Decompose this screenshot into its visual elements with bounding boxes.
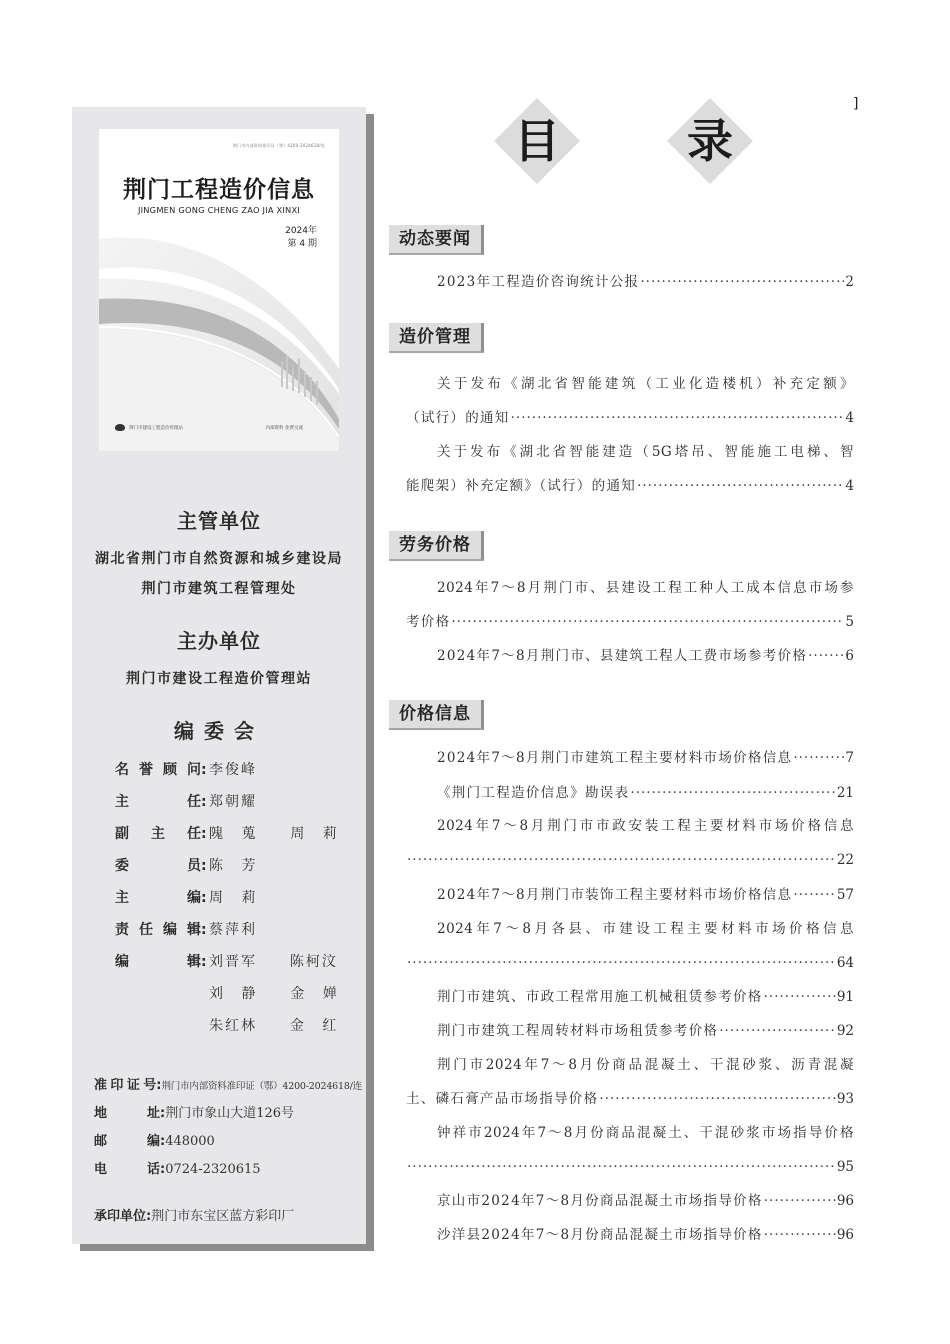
- leader-dots: [764, 987, 836, 1007]
- leader-dots: [630, 783, 835, 803]
- title-glyph: 目: [514, 114, 560, 168]
- committee-row: [115, 791, 355, 823]
- leader-dots: [640, 272, 844, 292]
- role-char: 编: [115, 954, 129, 970]
- info-row: [94, 1102, 362, 1130]
- toc-entry[interactable]: [406, 646, 854, 666]
- committee-role: [115, 951, 201, 971]
- toc-entry-line[interactable]: 2024年7～8月各县、市建设工程主要材料市场价格信息: [437, 921, 854, 937]
- toc-entry-title: 能爬架）补充定额》（试行）的通知: [406, 478, 637, 494]
- committee-names: 刘 静 金 婵: [209, 986, 339, 1002]
- info-row: [94, 1130, 362, 1158]
- committee-row: [115, 951, 355, 983]
- section-header: 动态要闻: [389, 225, 484, 255]
- toc-entry[interactable]: [406, 612, 854, 632]
- committee-role: [115, 791, 201, 811]
- toc-title-char: [679, 110, 741, 172]
- printer-label: 承印单位: [94, 1209, 147, 1224]
- committee-names: 陈 芳: [209, 858, 258, 874]
- committee-row: [115, 1015, 355, 1047]
- toc-entry-title: 沙洋县2024年7～8月份商品混凝土市场指导价格: [437, 1227, 763, 1243]
- colon: :: [160, 1134, 166, 1149]
- role-char: 辑: [187, 954, 201, 970]
- info-value: 荆门市内部资料准印证（鄂）4200-2024618/连: [161, 1081, 362, 1092]
- sponsor-heading: 主办单位: [177, 629, 261, 653]
- toc-entry-title: 《荆门工程造价信息》勘误表: [437, 785, 630, 801]
- toc-entry-title: 2023年工程造价咨询统计公报: [437, 274, 640, 290]
- committee-row: [115, 919, 355, 951]
- role-char: 主: [151, 826, 165, 842]
- toc-entry[interactable]: [406, 885, 854, 905]
- label-char: 地: [94, 1106, 108, 1121]
- role-char: 任: [187, 794, 201, 810]
- leader-dots: [407, 850, 836, 870]
- printer-info: [94, 1205, 294, 1224]
- supervisor-line: 荆门市建筑工程管理处: [141, 581, 297, 597]
- printer-value: 荆门市东宝区蓝方彩印厂: [151, 1209, 295, 1224]
- leader-dots: [719, 1021, 836, 1041]
- role-char: 副: [115, 826, 129, 842]
- leader-dots: [793, 885, 835, 905]
- page-number: 57: [836, 887, 854, 903]
- toc-entry[interactable]: [406, 1157, 854, 1177]
- page-number: 6: [845, 648, 854, 664]
- toc-entry-line[interactable]: 2024年7～8月荆门市市政安装工程主要材料市场价格信息: [437, 818, 854, 834]
- committee-list: [115, 759, 355, 1047]
- toc-entry-line[interactable]: 钟祥市2024年7～8月份商品混凝土、干混砂浆市场指导价格: [437, 1125, 854, 1141]
- toc-entry[interactable]: [406, 783, 854, 803]
- colon: :: [201, 954, 207, 970]
- publisher-logo-icon: [115, 424, 125, 431]
- page-number: 21: [836, 785, 854, 801]
- label-char: 电: [94, 1162, 108, 1177]
- colon: :: [160, 1162, 166, 1177]
- page-number: 7: [845, 750, 854, 766]
- role-char: 誉: [139, 762, 153, 778]
- info-row: [94, 1158, 362, 1186]
- toc-entry-title: 2024年7～8月荆门市、县建筑工程人工费市场参考价格: [437, 648, 808, 664]
- toc-entry[interactable]: [406, 1089, 854, 1109]
- supervisor-line: 湖北省荆门市自然资源和城乡建设局: [95, 551, 343, 567]
- committee-role: [115, 887, 201, 907]
- cover-publisher-name: 荆门市建设工程造价管理站: [129, 425, 183, 431]
- leader-dots: [808, 646, 844, 666]
- committee-row: [115, 887, 355, 919]
- page-number: 96: [836, 1193, 854, 1209]
- role-char: 任: [187, 826, 201, 842]
- leader-dots: [764, 1225, 836, 1245]
- info-value: 荆门市象山大道126号: [165, 1106, 295, 1121]
- colon: :: [201, 794, 207, 810]
- label-char: 证: [126, 1078, 140, 1093]
- role-char: 问: [187, 762, 201, 778]
- cover-publisher: [115, 424, 183, 431]
- label-char: 邮: [94, 1134, 108, 1149]
- committee-names: 郑朝耀: [209, 794, 257, 810]
- cover-issue-info: [285, 225, 317, 251]
- colon: :: [201, 762, 207, 778]
- info-label: [94, 1130, 160, 1149]
- toc-entry[interactable]: [406, 987, 854, 1007]
- committee-names: 周 莉: [209, 890, 258, 906]
- publication-info: [94, 1074, 362, 1186]
- page-number: 91: [836, 989, 854, 1005]
- toc-entry-line[interactable]: 关于发布《湖北省智能建筑（工业化造楼机）补充定额》: [437, 376, 854, 392]
- role-char: 名: [115, 762, 129, 778]
- title-glyph: 录: [687, 114, 733, 168]
- label-char: 话: [146, 1162, 160, 1177]
- toc-entry-title: 考价格: [406, 614, 451, 630]
- role-char: 员: [187, 858, 201, 874]
- masthead-panel: [72, 107, 366, 1244]
- role-char: 编: [163, 922, 177, 938]
- role-char: 主: [115, 890, 129, 906]
- page-number: 4: [845, 410, 854, 426]
- toc-entry-title: （试行）的通知: [406, 410, 510, 426]
- leader-dots: [764, 1191, 836, 1211]
- colon: :: [156, 1078, 162, 1093]
- label-char: 准: [94, 1078, 108, 1093]
- info-value: 0724-2320615: [165, 1162, 261, 1177]
- page-number: 95: [836, 1159, 854, 1175]
- page-number: 64: [836, 955, 854, 971]
- toc-entry[interactable]: [406, 1191, 854, 1211]
- leader-dots: [599, 1089, 835, 1109]
- toc-entry-title: 2024年7～8月荆门市装饰工程主要材料市场价格信息: [437, 887, 793, 903]
- colon: :: [201, 858, 207, 874]
- label-char: 号: [143, 1078, 157, 1093]
- label-char: 编: [146, 1134, 160, 1149]
- toc-entry[interactable]: [406, 476, 854, 496]
- leader-dots: [407, 953, 836, 973]
- toc-entry-line[interactable]: 荆门市2024年7～8月份商品混凝土、干混砂浆、沥青混凝: [437, 1057, 854, 1073]
- committee-names: 朱红林 金 红: [209, 1018, 339, 1034]
- info-label: [94, 1102, 160, 1121]
- supervisor-heading: 主管单位: [177, 509, 261, 533]
- toc-entry-title: 京山市2024年7～8月份商品混凝土市场指导价格: [437, 1193, 763, 1209]
- corner-mark: ]: [853, 96, 859, 112]
- toc-entry-title: 土、磷石膏产品市场指导价格: [406, 1091, 599, 1107]
- committee-role: [115, 823, 201, 843]
- colon: :: [201, 890, 207, 906]
- info-label: [94, 1158, 160, 1177]
- info-label: [94, 1074, 156, 1093]
- committee-names: 刘晋军 陈柯汶: [209, 954, 338, 970]
- role-char: 主: [115, 794, 129, 810]
- toc-entry[interactable]: [406, 748, 854, 768]
- committee-row: [115, 855, 355, 887]
- section-header: 造价管理: [389, 323, 484, 353]
- role-char: 任: [139, 922, 153, 938]
- toc-entry[interactable]: [406, 953, 854, 973]
- leader-dots: [451, 612, 844, 632]
- leader-dots: [407, 1157, 836, 1177]
- toc-entry-title: 2024年7～8月荆门市建筑工程主要材料市场价格信息: [437, 750, 793, 766]
- committee-role: [115, 919, 201, 939]
- label-char: 印: [110, 1078, 124, 1093]
- committee-names: 李俊峰: [209, 762, 257, 778]
- toc-entry-line[interactable]: 关于发布《湖北省智能建造（5G塔吊、智能施工电梯、智: [437, 444, 854, 460]
- page-number: 93: [836, 1091, 854, 1107]
- cover-note: 内部资料 免费交流: [265, 426, 303, 431]
- committee-names: 隗 蒐 周 莉: [209, 826, 339, 842]
- sponsor-line: 荆门市建设工程造价管理站: [126, 671, 312, 687]
- toc-entry-title: 荆门市建筑工程周转材料市场租赁参考价格: [437, 1023, 719, 1039]
- leader-dots: [793, 748, 844, 768]
- colon: :: [146, 1209, 152, 1224]
- role-char: 顾: [163, 762, 177, 778]
- role-char: 编: [187, 890, 201, 906]
- role-char: 辑: [187, 922, 201, 938]
- committee-role: [115, 759, 201, 779]
- cover-thumbnail: [99, 129, 339, 451]
- label-char: 址: [146, 1106, 160, 1121]
- toc-entry[interactable]: [406, 408, 854, 428]
- page-number: 92: [836, 1023, 854, 1039]
- colon: :: [201, 826, 207, 842]
- committee-row: [115, 983, 355, 1015]
- toc-entry[interactable]: [406, 1021, 854, 1041]
- leader-dots: [511, 408, 845, 428]
- cover-year: 2024年: [285, 226, 317, 236]
- committee-names: 蔡萍利: [209, 922, 257, 938]
- cover-permit-text: 荆门市内部资料准印证（鄂）4200-2024618/连: [232, 143, 325, 148]
- committee-role: [115, 855, 201, 875]
- committee-row: [115, 823, 355, 855]
- colon: :: [201, 922, 207, 938]
- info-row: [94, 1074, 362, 1102]
- page-number: 96: [836, 1227, 854, 1243]
- colon: :: [160, 1106, 166, 1121]
- committee-row: [115, 759, 355, 791]
- cover-issue: 第 4 期: [287, 239, 317, 249]
- role-char: 委: [115, 858, 129, 874]
- page-number: 22: [836, 852, 854, 868]
- cover-pinyin: JINGMEN GONG CHENG ZAO JIA XINXI: [137, 205, 300, 215]
- info-value: 448000: [165, 1134, 215, 1149]
- toc-entry[interactable]: [406, 850, 854, 870]
- toc-entry[interactable]: [406, 272, 854, 292]
- cover-title: 荆门工程造价信息: [123, 176, 315, 203]
- committee-heading: 编委会: [174, 719, 264, 743]
- page-number: 2: [845, 274, 854, 290]
- role-char: 责: [115, 922, 129, 938]
- page-number: 4: [845, 478, 854, 494]
- leader-dots: [637, 476, 844, 496]
- toc-entry[interactable]: [406, 1225, 854, 1245]
- toc-entry-line[interactable]: 2024年7～8月荆门市、县建设工程工种人工成本信息市场参: [437, 580, 854, 596]
- section-header: 劳务价格: [389, 531, 484, 561]
- toc-entry-title: 荆门市建筑、市政工程常用施工机械租赁参考价格: [437, 989, 763, 1005]
- page-number: 5: [845, 614, 854, 630]
- toc-title-char: [506, 110, 568, 172]
- section-header: 价格信息: [389, 700, 484, 730]
